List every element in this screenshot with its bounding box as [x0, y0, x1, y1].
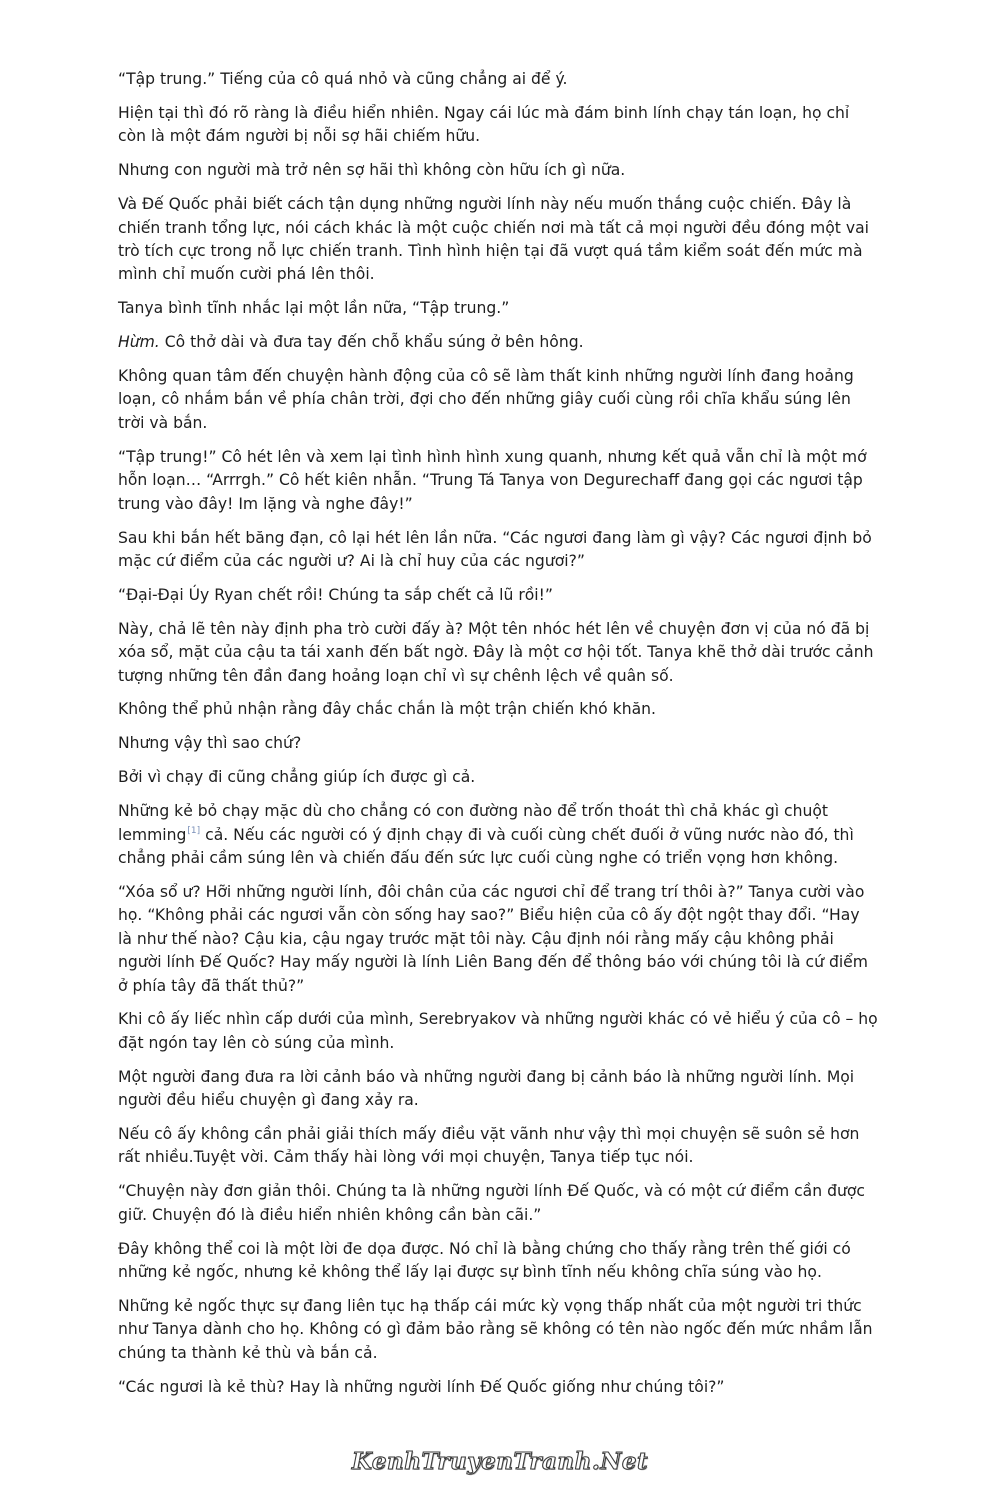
footnote-link[interactable]: [1] [187, 826, 201, 837]
paragraph-17: Khi cô ấy liếc nhìn cấp dưới của mình, Serebryakov và những người khác có vẻ hiểu ý của cô – họ đặt ngón tay lên cò súng của mình. [118, 1010, 878, 1052]
paragraph-20: “Chuyện này đơn giản thôi. Chúng ta là những người lính Đế Quốc, và có một cứ điểm cần được giữ. Chuyện đó là điều hiển nhiên không cần bàn cãi.” [118, 1182, 865, 1224]
paragraph-13: Nhưng vậy thì sao chứ? [118, 734, 302, 753]
paragraph-15-text: Những kẻ bỏ chạy mặc dù cho chẳng có con đường nào để trốn thoát thì chả khác gì chuột lemming [118, 802, 829, 844]
paragraph-5: Tanya bình tĩnh nhắc lại một lần nữa, “Tập trung.” [118, 299, 510, 318]
paragraph-23: “Các ngươi là kẻ thù? Hay là những người lính Đế Quốc giống như chúng tôi?” [118, 1377, 725, 1396]
paragraph-9: Sau khi bắn hết băng đạn, cô lại hét lên lần nữa. “Các ngươi đang làm gì vậy? Các ngươi định bỏ mặc cứ điểm của các người ư? Ai là chỉ huy của các ngươi?” [118, 528, 872, 570]
paragraph-4: Và Đế Quốc phải biết cách tận dụng những người lính này nếu muốn thắng cuộc chiến. Đây là chiến tranh tổng lực, nói cách khác là một cuộc chiến nơi mà tất cả mọi người đều đóng một vai trò tích cực trong nỗ lực chiến tranh. Tình hình hiện tại đã vượt quá tầm kiểm soát đến mức mà mình chỉ muốn cười phá lên thôi. [118, 195, 869, 284]
paragraph-22: Những kẻ ngốc thực sự đang liên tục hạ thấp cái mức kỳ vọng thấp nhất của một người tri thức như Tanya dành cho họ. Không có gì đảm bảo rằng sẽ không có tên nào ngốc đến mức nhầm lẫn chúng ta thành kẻ thù và bắn cả. [118, 1296, 873, 1362]
paragraph-8: “Tập trung!” Cô hét lên và xem lại tình hình hình xung quanh, nhưng kết quả vẫn chỉ là một mớ hỗn loạn… “Arrrgh.” Cô hết kiên nhẫn. “Trung Tá Tanya von Degurechaff đang gọi các ngươi tập trung vào đây! Im lặng và nghe đây!” [118, 447, 867, 513]
paragraph-1: “Tập trung.” Tiếng của cô quá nhỏ và cũng chẳng ai để ý. [118, 70, 568, 88]
paragraph-16: “Xóa sổ ư? Hỡi những người lính, đôi chân của các ngươi chỉ để trang trí thôi à?” Tanya cười vào họ. “Không phải các ngươi vẫn còn sống hay sao?” Biểu hiện của cô ấy đột ngột thay đổi. “Hay là như thế nào? Cậu kia, cậu ngay trước mặt tôi này. Cậu định nói rằng mấy cậu không phải người lính Đế Quốc? Hay mấy người là lính Liên Bang đến để thông báo với chúng tôi là cứ điểm ở phía tây đã thất thủ?” [118, 882, 868, 995]
paragraph-21: Đây không thể coi là một lời đe dọa được. Nó chỉ là bằng chứng cho thấy rằng trên thế giới có những kẻ ngốc, nhưng kẻ không thể lấy lại được sự bình tĩnh nếu không chĩa súng vào họ. [118, 1239, 851, 1282]
paragraph-6 [118, 331, 878, 354]
paragraph-19: Nếu cô ấy không cần phải giải thích mấy điều vặt vãnh như vậy thì mọi chuyện sẽ suôn sẻ hơn rất nhiều.Tuyệt vời. Cảm thấy hài lòng với mọi chuyện, Tanya tiếp tục nói. [118, 1125, 860, 1167]
paragraph-18: Một người đang đưa ra lời cảnh báo và những người đang bị cảnh báo là những người lính. Mọi người đều hiểu chuyện gì đang xảy ra. [118, 1067, 855, 1110]
document-body [118, 68, 878, 1410]
italic-interjection: Hừm. [118, 333, 160, 352]
paragraph-15 [118, 800, 878, 870]
paragraph-12: Không thể phủ nhận rằng đây chắc chắn là một trận chiến khó khăn. [118, 700, 656, 719]
watermark: KenhTruyenTranh.Net [351, 1448, 649, 1475]
paragraph-7: Không quan tâm đến chuyện hành động của cô sẽ làm thất kinh những người lính đang hoảng loạn, cô nhắm bắn về phía chân trời, đợi cho đến những giây cuối cùng rồi chĩa khẩu súng lên trời và bắn. [118, 367, 854, 432]
paragraph-15-text-after: cả. Nếu các người có ý định chạy đi và cuối cùng chết đuối ở vũng nước nào đó, thì chẳng phải cầm súng lên và chiến đấu đến sức lực cuối cùng nghe có triển vọng hơn không. [118, 825, 854, 867]
paragraph-2: Hiện tại thì đó rõ ràng là điều hiển nhiên. Ngay cái lúc mà đám binh lính chạy tán loạn, họ chỉ còn là một đám người bị nỗi sợ hãi chiếm hữu. [118, 103, 850, 146]
paragraph-3: Nhưng con người mà trở nên sợ hãi thì không còn hữu ích gì nữa. [118, 161, 626, 180]
paragraph-14: Bởi vì chạy đi cũng chẳng giúp ích được gì cả. [118, 768, 476, 787]
paragraph-6-text: Cô thở dài và đưa tay đến chỗ khẩu súng ở bên hông. [159, 333, 584, 352]
paragraph-10: “Đại-Đại Úy Ryan chết rồi! Chúng ta sắp chết cả lũ rồi!” [118, 585, 553, 604]
paragraph-11: Này, chả lẽ tên này định pha trò cười đấy à? Một tên nhóc hét lên về chuyện đơn vị của nó đã bị xóa sổ, mặt của cậu ta tái xanh đến bất ngờ. Đây là một cơ hội tốt. Tanya khẽ thở dài trước cảnh tượng những tên đần đang hoảng loạn chỉ vì sự chênh lệch về quân số. [118, 619, 874, 685]
